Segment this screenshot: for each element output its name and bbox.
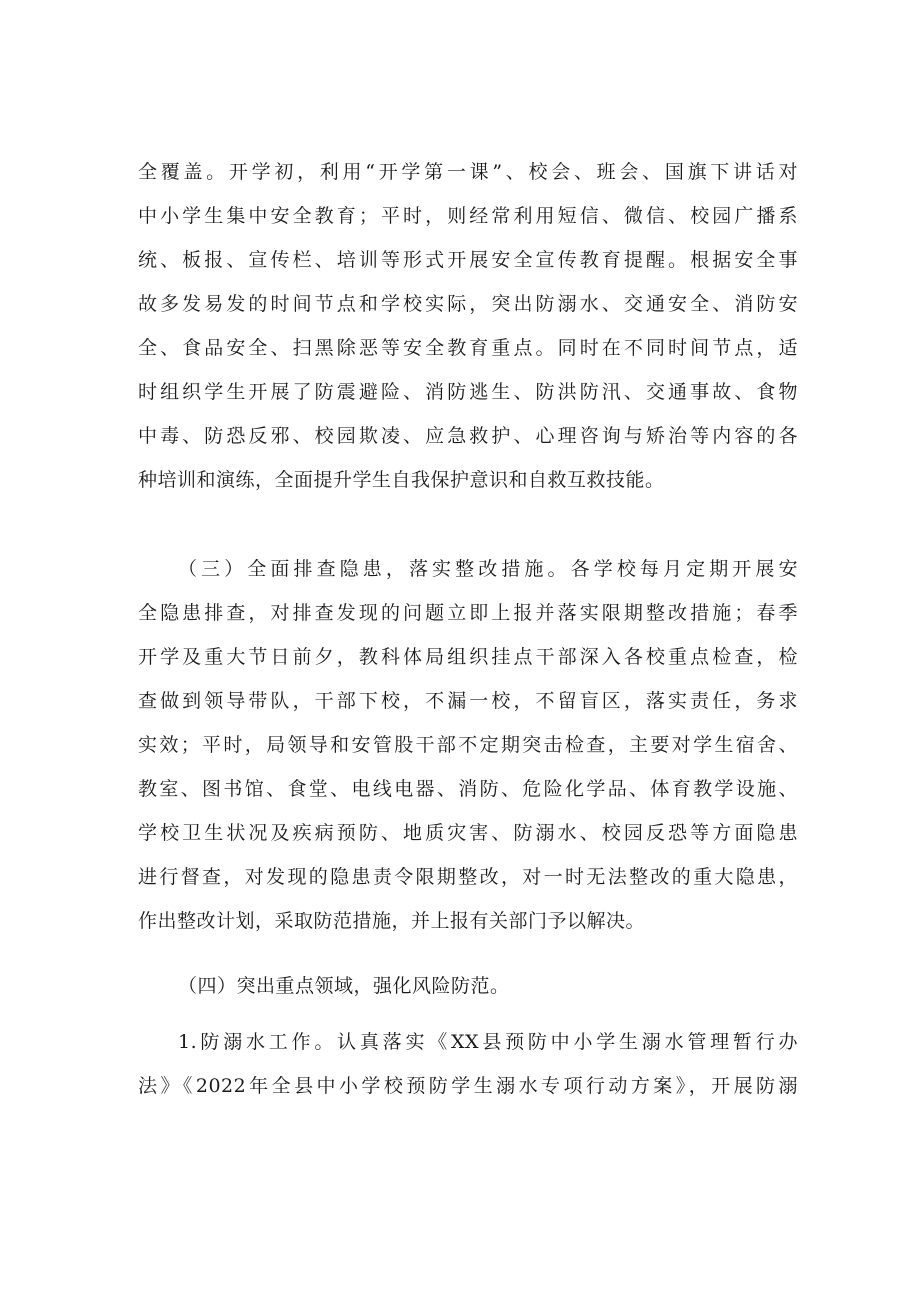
paragraph-2-line-1: （三）全面排查隐患，落实整改措施。各学校每月定期开展安 <box>178 558 798 580</box>
paragraph-4-line-1: 1.防溺水工作。认真落实《XX县预防中小学生溺水管理暂行办 <box>178 1031 798 1053</box>
paragraph-1-line-1: 全覆盖。开学初，利用“开学第一课”、校会、班会、国旗下讲话对 <box>138 161 798 183</box>
paragraph-1-line-2: 中小学生集中安全教育；平时，则经常利用短信、微信、校园广播系 <box>138 205 798 227</box>
paragraph-2-line-6: 教室、图书馆、食堂、电线电器、消防、危险化学品、体育教学设施、 <box>138 778 798 800</box>
paragraph-1-line-5: 全、食品安全、扫黑除恶等安全教育重点。同时在不同时间节点，适 <box>138 337 798 359</box>
paragraph-2-line-7: 学校卫生状况及疾病预防、地质灾害、防溺水、校园反恐等方面隐患 <box>138 822 798 844</box>
paragraph-1-line-4: 故多发易发的时间节点和学校实际，突出防溺水、交通安全、消防安 <box>138 293 798 315</box>
paragraph-1-line-7: 中毒、防恐反邪、校园欺凌、应急救护、心理咨询与矫治等内容的各 <box>138 425 798 447</box>
section-heading-4: （四）突出重点领域，强化风险防范。 <box>178 975 510 997</box>
paragraph-2-line-5: 实效；平时，局领导和安管股干部不定期突击检查，主要对学生宿舍、 <box>138 734 798 756</box>
paragraph-1-line-3: 统、板报、宣传栏、培训等形式开展安全宣传教育提醒。根据安全事 <box>138 249 798 271</box>
paragraph-1-line-6: 时组织学生开展了防震避险、消防逃生、防洪防汛、交通事故、食物 <box>138 381 798 403</box>
paragraph-2-line-2: 全隐患排查，对排查发现的问题立即上报并落实限期整改措施；春季 <box>138 602 798 624</box>
paragraph-4-line-2: 法》《2022年全县中小学校预防学生溺水专项行动方案》，开展防溺 <box>138 1075 798 1097</box>
paragraph-2-line-4: 查做到领导带队，干部下校，不漏一校，不留盲区，落实责任，务求 <box>138 690 798 712</box>
paragraph-2-line-8: 进行督查，对发现的隐患责令限期整改，对一时无法整改的重大隐患， <box>138 866 798 888</box>
paragraph-1-line-8: 种培训和演练，全面提升学生自我保护意识和自救互救技能。 <box>138 469 665 491</box>
paragraph-2-line-3: 开学及重大节日前夕，教科体局组织挂点干部深入各校重点检查，检 <box>138 646 798 668</box>
paragraph-2-line-9: 作出整改计划，采取防范措施，并上报有关部门予以解决。 <box>138 910 646 932</box>
